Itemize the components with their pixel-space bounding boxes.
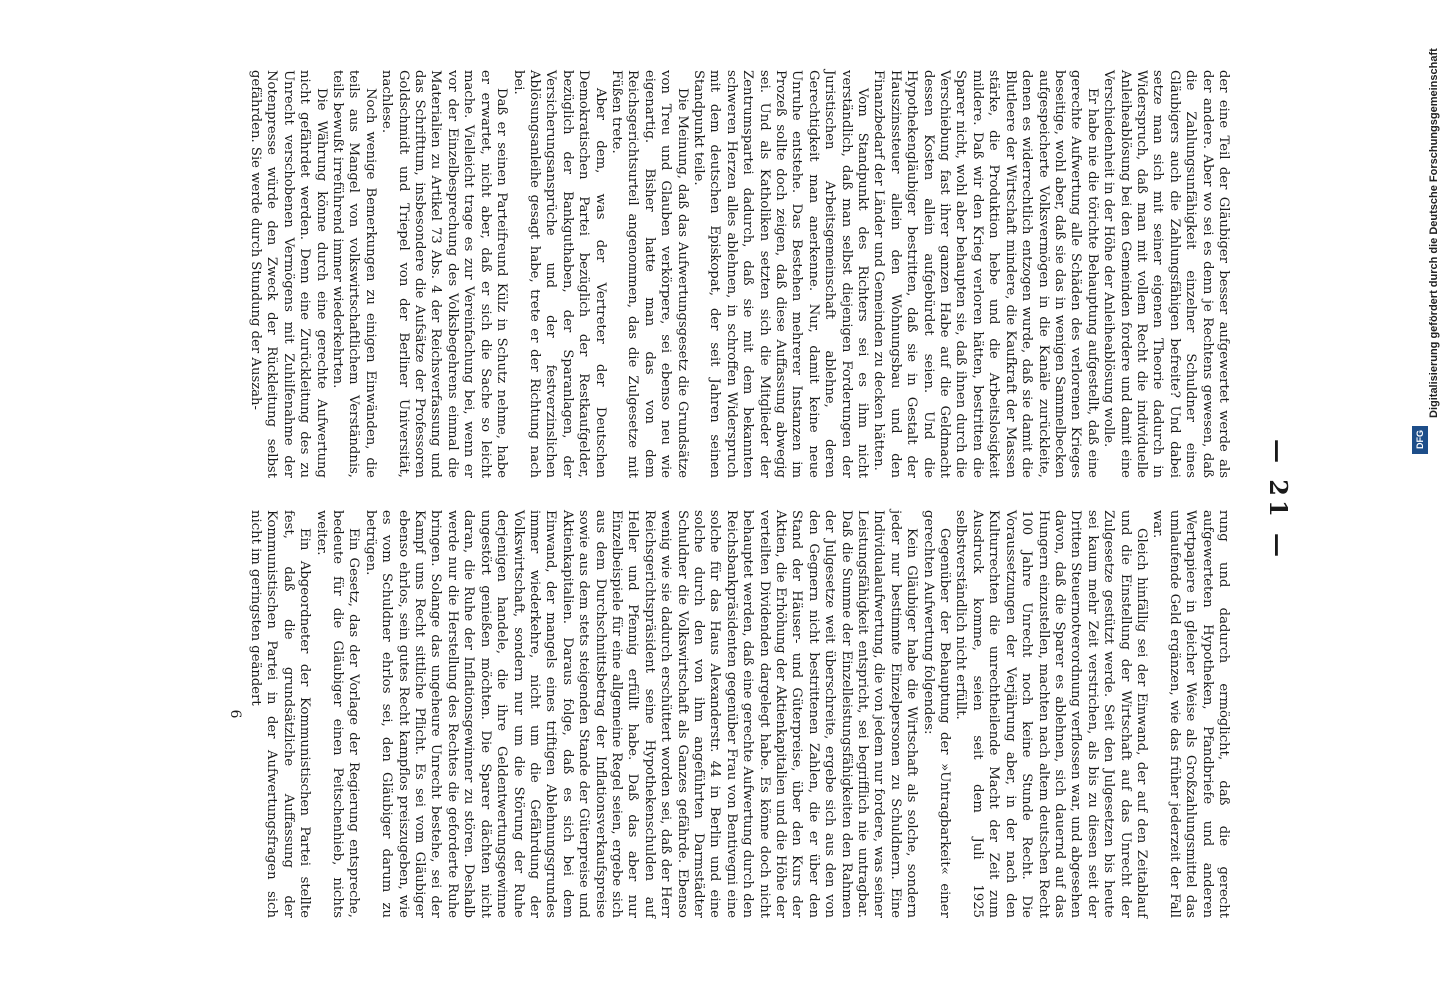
sheet-signature-mark: 6	[226, 709, 243, 719]
paragraph: Kein Gläubiger habe die Wirtschaft als solche, sondern jeder nur bestimmte Einzelpersonen zu Schuldnern. Eine Individualaufwertung, die von jedem nur fordere, was seiner Leistungsfähigkeit entspricht, sei begrifflich nie untragbar. Daß die Summe der Einzelleistungsfähigkeiten den Rahmen der Julgesetze weit überschreite, ergebe sich aus den von den Gegnern nicht bestrittenen Zahlen, die er über den Stand der Häuser- und Güterpreise, über den Kurs der Aktien, die Erhöhung der Aktienkapitalien und die Höhe der verteilten Dividenden dargelegt habe. Es könne doch nicht behauptet werden, daß eine gerechte Aufwertung durch den Reichsbankpräsidenten gegenüber Frau von Bentivegni eine solche für das Haus Alexanderstr. 44 in Berlin und eine solche durch den von ihm angeführten Darmstädter Schuldner die Volkswirtschaft als Ganzes gefährde. Ebenso wenig wie sie dadurch erschüttert worden sei, daß der Herr Reichsgerichtspräsident seine Hypothekenschulden auf Heller und Pfennig erfüllt habe. Daß das aber nur Einzelbeispiele für eine allgemeine Regel seien, ergebe sich aus dem Durchschnittsbetrag der Inflationsverkaufspreise sowie aus dem stets steigenden Stande der Güterpreise und Aktienkapitalien. Daraus folge, daß es sich bei dem Einwand, der mangels eines triftigen Ablehnungsgrundes immer wiederkehre, nicht um die Gefährdung der Volkswirtschaft, sondern nur um die Störung der Ruhe derjenigen handele, die ihre Geldentwertungsgewinne ungestört genießen möchten. Die Sparer dächten nicht daran, die Ruhe der Inflationsgewinner zu stören. Deshalb werde nur die Herstellung des Rechtes die geforderte Ruhe bringen. Solange das ungeheure Unrecht bestehe, sei der Kampf ums Recht sittliche Pflicht. Es sei vom Gläubiger ebenso ehrlos, sein gutes Recht kampflos preiszugeben, wie es vom Schuldner ehrlos sei, den Gläubiger darum zu betrügen.	[362, 510, 920, 918]
paragraph: Ein Gesetz, das der Vorlage der Regierung entspreche, bedeute für die Gläubiger einen Peitschenhieb, nichts weiter.	[313, 510, 362, 918]
paragraph: Gegenüber der Behauptung der »Untragbarkeit« einer gerechten Aufwertung folgendes:	[920, 510, 953, 918]
dfg-logo-icon: DFG	[1412, 426, 1428, 454]
paragraph: Die Währung könne durch eine gerechte Aufwertung nicht gefährdet werden. Denn eine Zurückleitung des zu Unrecht verschobenen Vermögens mit Zuhilfenahme der Notenpresse würde den Zweck der Rückleitung selbst gefährden. Sie werde durch Stundung der Auszah-	[248, 70, 329, 478]
paragraph: Daß er seinen Parteifreund Külz in Schutz nehme, habe er erwartet, nicht aber, daß er sich die Sache so leicht mache. Vielleicht trage es zur Vereinfachung bei, wenn er vor der Einzelbesprechung des Volksbegehrens einmal die Materialien zu Artikel 73 Abs. 4 der Reichsverfassung und das Schrifttum, insbesondere die Aufsätze der Professoren Goldschmidt und Triepel von der Berliner Universität, nachlese.	[379, 70, 510, 478]
paragraph: Gleich hinfällig sei der Einwand, der auf den Zeitablauf und die Einstellung der Wirtschaft auf das Unrecht der Zulgesetze gestützt werde. Seit den Julgesetzen bis heute sei kaum mehr Zeit verstrichen, als bis zu diesen seit der Dritten Steuernotverordnung verflossen war, und abgesehen davon, daß die Sparer es ablehnen, sich dauernd auf das Hungern einzustellen, machten nach altem deutschen Recht 100 Jahre Unrecht noch keine Stunde Recht. Die Voraussetzungen der Verjährung aber, in der nach den Kulturrechten die unrechtheilende Macht der Zeit zum Ausdruck komme, seien seit dem Juli 1925 selbstverständlich nicht erfüllt.	[953, 510, 1149, 918]
digitization-credit: Digitalisierung gefördert durch die Deutsche Forschungsgemeinschaft	[1428, 48, 1440, 418]
paragraph: Die Meinung, daß das Aufwertungsgesetz die Grundsätze von Treu und Glauben verkörpere, sei ebenso neu wie eigenartig. Bisher hatte man das von dem Reichsgerichtsurteil angenommen, das die Zulgesetze mit Füßen trete.	[608, 70, 690, 478]
paragraph: rung und dadurch ermöglicht, daß die gerecht aufgewerteten Hypotheken, Pfandbriefe und anderen Wertpapiere in gleicher Weise als Großzahlungsmittel das umlaufende Geld ergänzen, wie das früher jederzeit der Fall war.	[1150, 510, 1231, 918]
right-column	[101, 510, 1231, 918]
dfg-credit-sidebar	[1408, 8, 1440, 450]
paragraph: Aber dem, was der Vertreter der Deutschen Demokratischen Partei bezüglich der Restkaufgelder, bezüglich der Bankguthaben, der Sparanlagen, der Versicherungsansprüche und der festverzinslichen Ablösungsanleihe gesagt habe, trete er der Richtung nach bei.	[510, 70, 608, 478]
paragraph: Vom Standpunkt des Richters sei es ihm nicht verständlich, daß man selbst diejenigen Forderungen der Juristischen Arbeitsgemeinschaft ablehne, deren Gerechtigkeit man anerkenne. Nur, damit keine neue Unruhe entstehe. Das Bestehen mehrerer Instanzen im Prozeß sollte doch zeigen, daß diese Auffassung abwegig sei. Und als Katholiken setzten sich die Mitglieder der Zentrumspartei dadurch, daß sie mit dem bekannten schweren Herzen alles ablehnen, in schroffen Widerspruch mit dem deutschen Episkopat, der seit Jahren seinen Standpunkt teile.	[691, 70, 871, 478]
rotated-page	[93, 70, 1293, 930]
paragraph: Ein Abgeordneter der Kommunistischen Partei stellte fest, daß die grundsätzliche Auffassung der Kommunistischen Partei in der Aufwertungsfragen sich nicht im geringsten geändert	[248, 510, 313, 918]
page-header: — 21 —	[1264, 438, 1293, 562]
left-column	[101, 70, 1231, 478]
paragraph: Noch wenige Bemerkungen zu einigen Einwänden, die teils aus Mangel von volkswirtschaftlichem Verständnis, teils bewußt irreführend immer wiederkehrten.	[330, 70, 378, 478]
paragraph: Er habe nie die törichte Behauptung aufgestellt, daß eine gerechte Aufwertung alle Schäden des verlorenen Krieges beseitige, wohl aber, daß sie das in wenigen Sammelbecken aufgespeicherte Volksvermögen in die Kanäle zurückleite, denen es widerrechtlich entzogen wurde, daß sie damit die Blutleere der Wirtschaft mindere, die Kaufkraft der Massen stärke, die Produktion hebe und die Arbeitslosigkeit mildere. Daß wir den Krieg verloren hätten, bestritten die Sparer nicht, wohl aber behaupten sie, daß ihnen durch die Verschiebung fast ihrer ganzen Habe auf die Geldmacht dessen Kosten allein aufgebürdet seien. Und die Hypothekengläubiger bestritten, daß sie in Gestalt der Hauszinssteuer allein den Wohnungsbau und den Finanzbedarf der Länder und Gemeinden zu decken hätten.	[871, 70, 1100, 478]
paragraph: der eine Teil der Gläubiger besser aufgewertet werde als der andere. Aber wo sei es denn je Rechtens gewesen, daß die Zahlungsunfähigkeit einzelner Schuldner eines Gläubigers auch die Zahlungsfähigen befreite? Und dabei setze man sich mit seiner eigenen Theorie dadurch in Widerspruch, daß man mit vollem Recht die individuelle Anleiheablösung bei den Gemeinden fordere und damit eine Verschiedenheit in der Höhe der Anleiheablösung wolle.	[1101, 70, 1231, 478]
